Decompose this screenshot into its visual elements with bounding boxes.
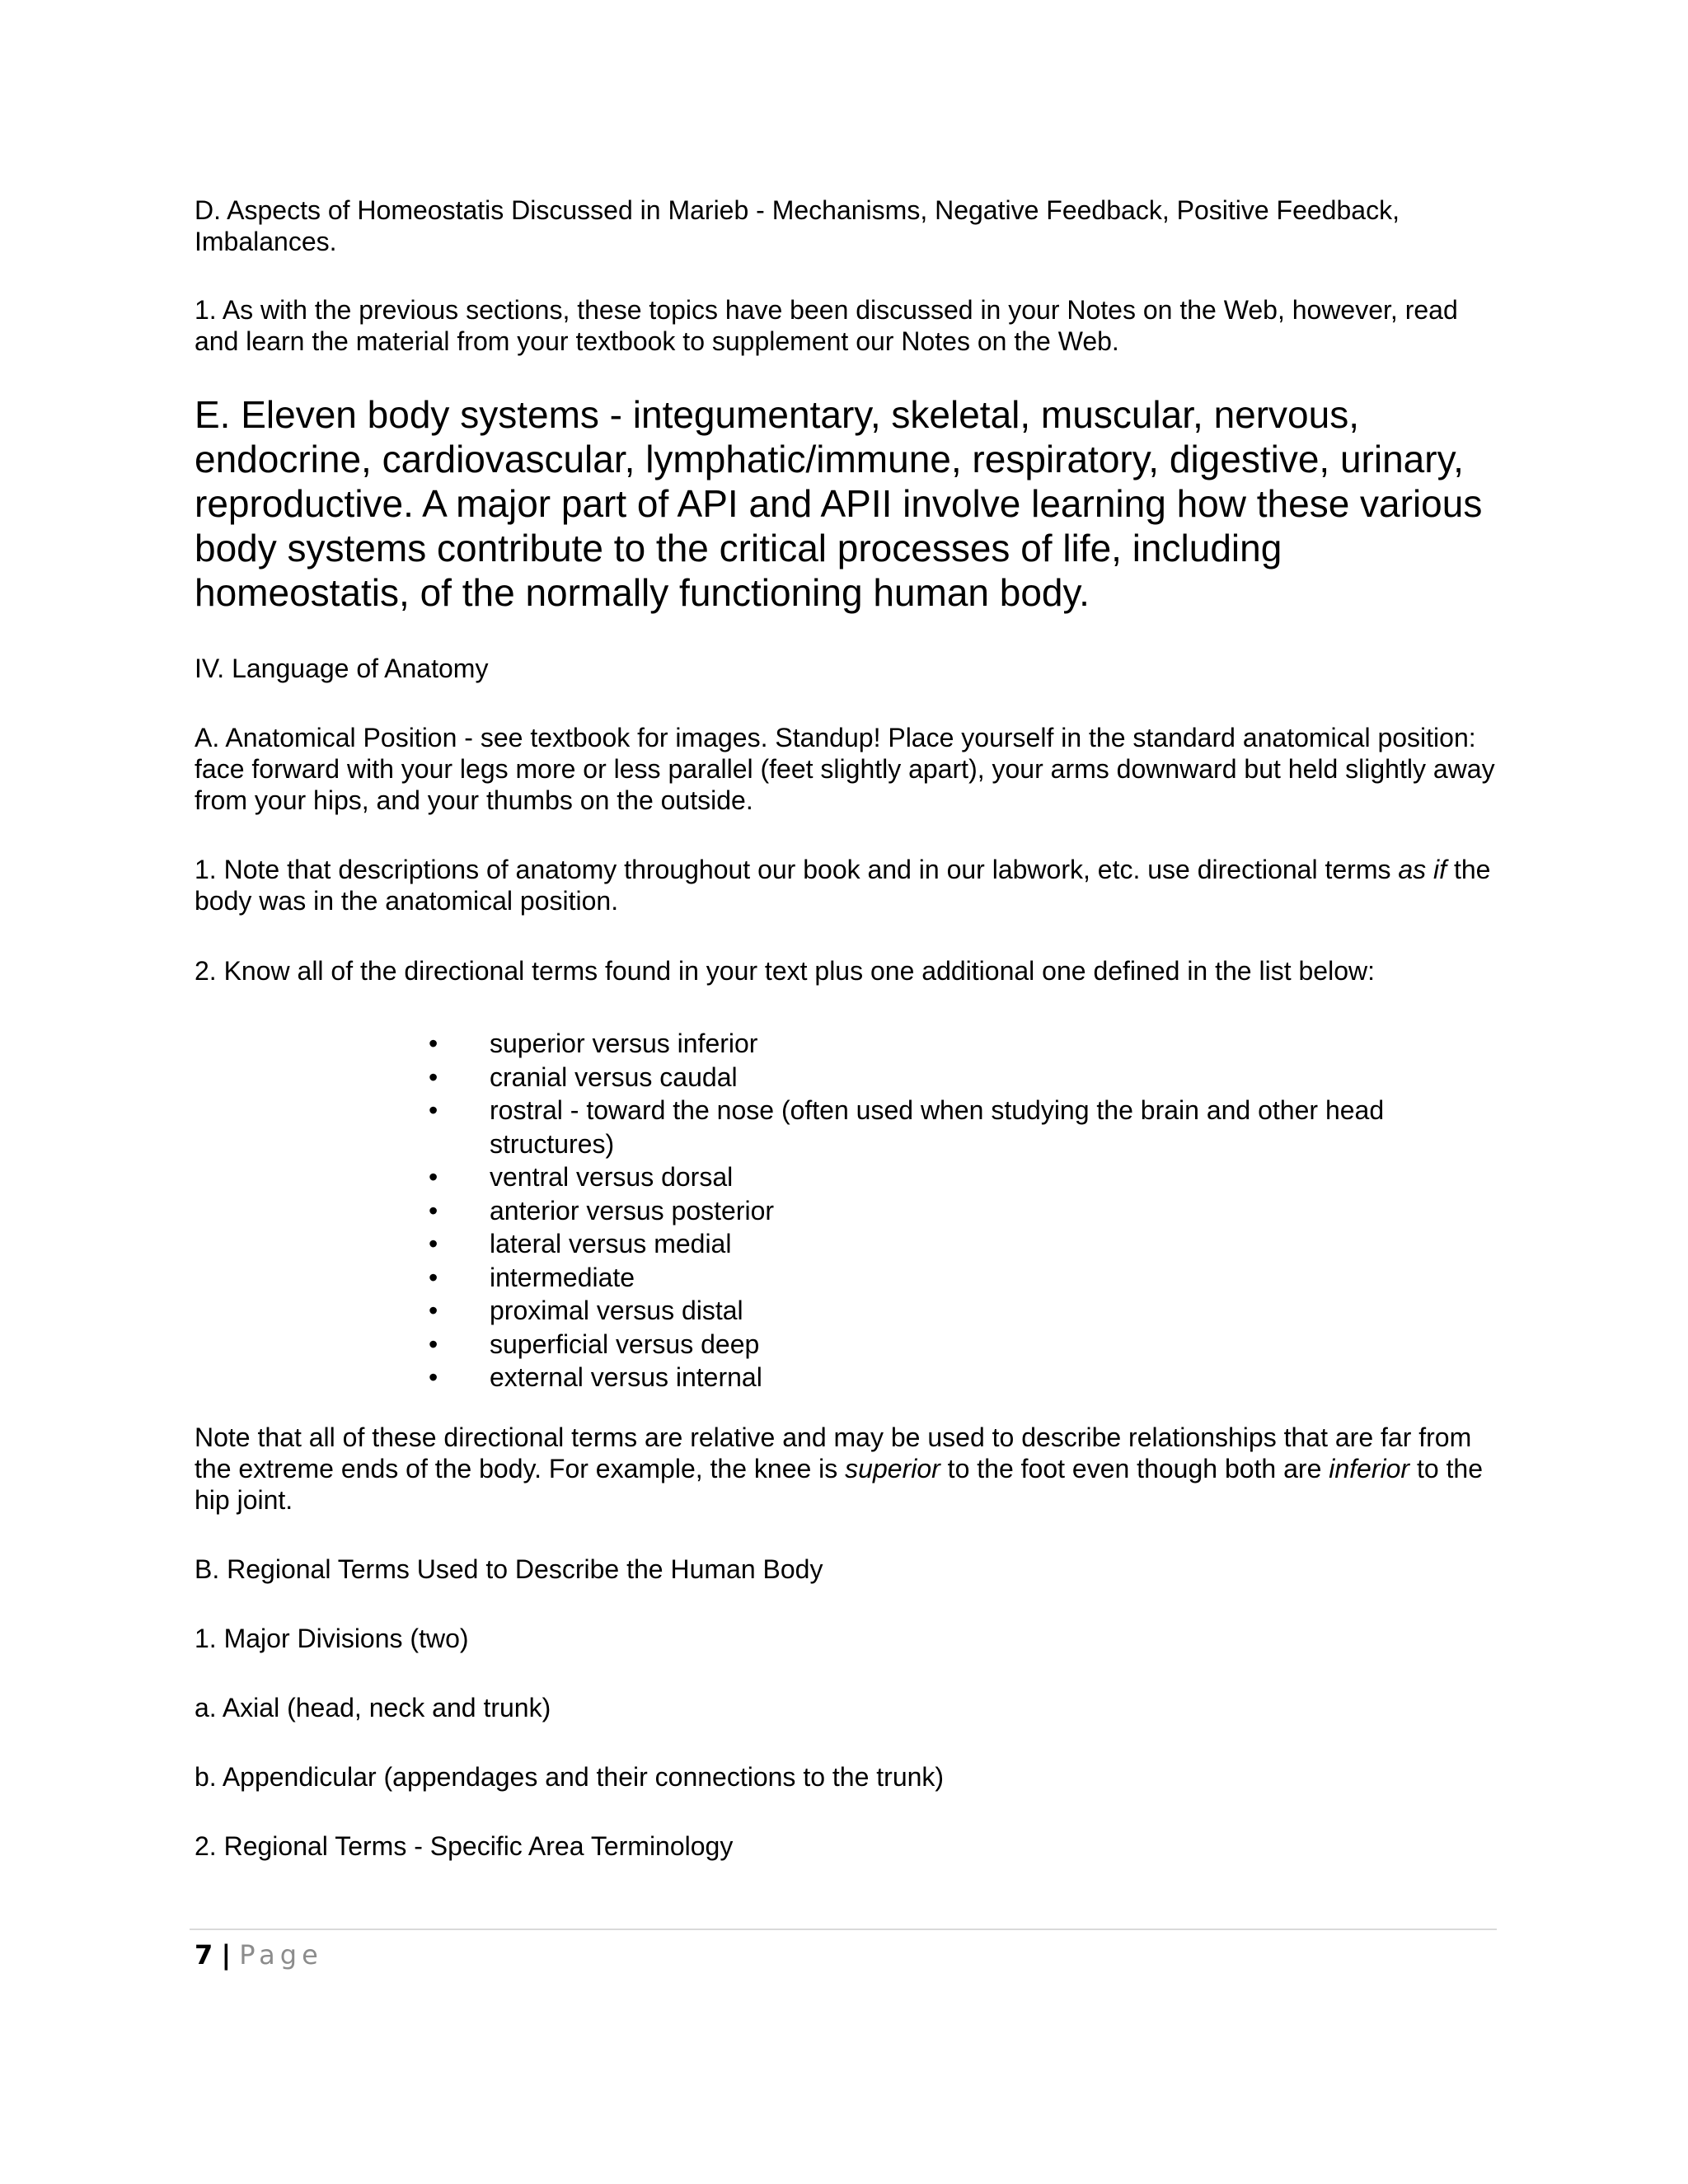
section-a-item-2: 2. Know all of the directional terms found in your text plus one additional one defined in the list below:	[195, 956, 1375, 986]
section-b-item-1-b: b. Appendicular (appendages and their connections to the trunk)	[195, 1762, 945, 1792]
list-item: • superior versus inferior	[429, 1027, 1500, 1061]
text-run: Note that all of these directional terms are relative and may be used to describe relationships that are far from the extreme ends of the body. For example, the knee is	[195, 1422, 1472, 1483]
list-item: • superficial versus deep	[429, 1328, 1500, 1361]
page-label: Page	[239, 1939, 323, 1971]
list-item: • rostral - toward the nose (often used when studying the brain and other head structures)	[429, 1094, 1500, 1160]
page-number: 7	[195, 1939, 213, 1971]
section-d-item-1: 1. As with the previous sections, these topics have been discussed in your Notes on the Web, however, read and learn the material from your textbook to supplement our Notes on the Web.	[195, 295, 1458, 356]
list-item: • lateral versus medial	[429, 1227, 1500, 1261]
italic-text-run: inferior	[1329, 1454, 1410, 1483]
section-b-item-1: 1. Major Divisions (two)	[195, 1624, 469, 1653]
footer-divider	[190, 1929, 1497, 1930]
section-a-item-1	[195, 854, 1497, 916]
page-footer	[195, 1938, 323, 1971]
section-d-heading: D. Aspects of Homeostatis Discussed in Marieb - Mechanisms, Negative Feedback, Positive Feedback, Imbalances.	[195, 195, 1400, 256]
text-run: to the hip joint.	[195, 1454, 1484, 1515]
list-item: • external versus internal	[429, 1361, 1500, 1394]
list-item: • anterior versus posterior	[429, 1194, 1500, 1228]
directional-terms-list	[429, 1027, 1500, 1394]
relative-terms-note	[195, 1422, 1497, 1516]
text-run: 1. Note that descriptions of anatomy throughout our book and in our labwork, etc. use directional terms	[195, 855, 1399, 884]
section-a-heading: A. Anatomical Position - see textbook for images. Standup! Place yourself in the standard anatomical position: face forward with your legs more or less parallel (feet slightly apart), your arms downward but held slightly away from your hips, and your thumbs on the outside.	[195, 723, 1495, 815]
section-b-heading: B. Regional Terms Used to Describe the Human Body	[195, 1554, 823, 1584]
list-item: • ventral versus dorsal	[429, 1160, 1500, 1194]
text-run: to the foot even though both are	[940, 1454, 1329, 1483]
italic-text-run: as if	[1398, 855, 1447, 884]
section-b-item-1-a: a. Axial (head, neck and trunk)	[195, 1693, 551, 1722]
section-e-heading: E. Eleven body systems - integumentary, skeletal, muscular, nervous, endocrine, cardiovascular, lymphatic/immune, respiratory, digestive, urinary, reproductive. A major part of API and APII involve learning how these various body systems contribute to the critical processes of life, including homeostatis, of the normally functioning human body.	[195, 393, 1483, 614]
italic-text-run: superior	[845, 1454, 940, 1483]
footer-separator: |	[221, 1939, 232, 1971]
list-item: • cranial versus caudal	[429, 1061, 1500, 1094]
text-run: the body was in the anatomical position.	[195, 855, 1491, 916]
section-iv-heading: IV. Language of Anatomy	[195, 654, 489, 683]
list-item: • intermediate	[429, 1261, 1500, 1295]
section-b-item-2: 2. Regional Terms - Specific Area Terminology	[195, 1831, 734, 1861]
list-item: • proximal versus distal	[429, 1294, 1500, 1328]
